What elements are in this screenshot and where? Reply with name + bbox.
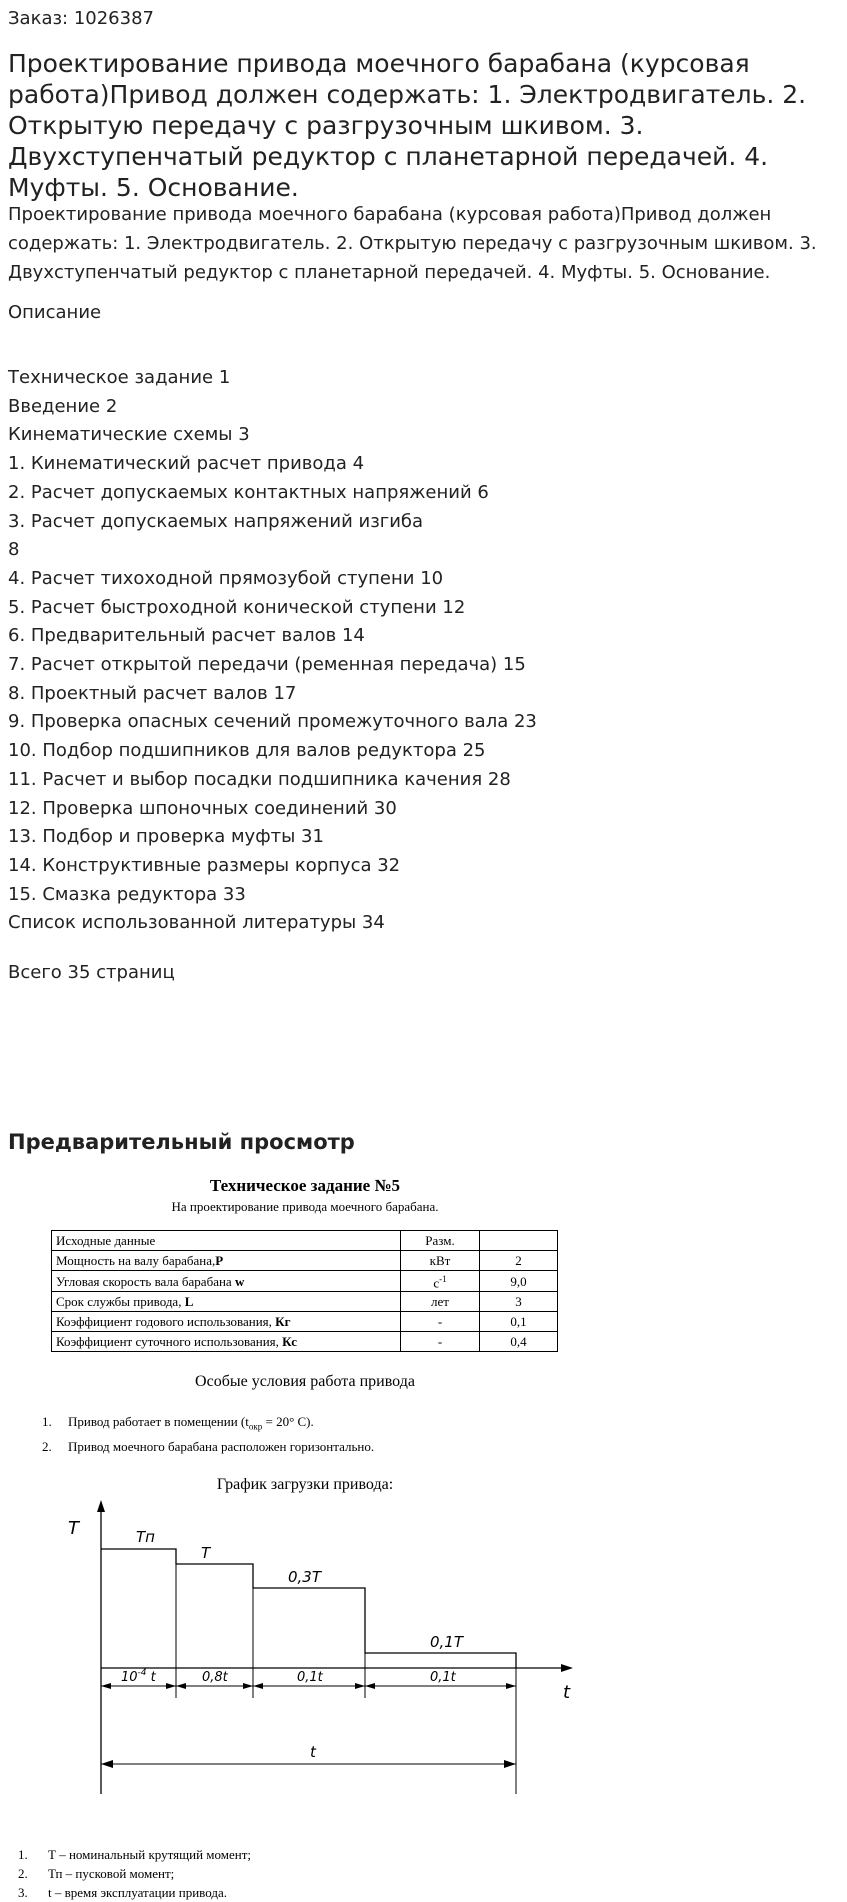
toc-item: 11. Расчет и выбор посадки подшипника качения 28 bbox=[8, 768, 511, 790]
list-text: t – время эксплуатации привода. bbox=[48, 1885, 227, 1900]
list-number: 1. bbox=[42, 1414, 52, 1429]
conditions-heading: Особые условия работа привода bbox=[195, 1373, 415, 1390]
table-row bbox=[52, 1251, 558, 1271]
param-name-cell bbox=[52, 1332, 401, 1352]
order-number: Заказ: 1026387 bbox=[8, 8, 154, 29]
toc-item: Введение 2 bbox=[8, 395, 118, 417]
param-symbol: Кс bbox=[282, 1334, 298, 1350]
doc-subtitle: На проектирование привода моечного барабана. bbox=[171, 1199, 439, 1214]
list-item bbox=[18, 1864, 251, 1883]
toc-item: 5. Расчет быстроходной конической ступени 12 bbox=[8, 596, 466, 618]
param-unit: - bbox=[401, 1332, 480, 1352]
toc-item: Кинематические схемы 3 bbox=[8, 424, 250, 446]
table-row bbox=[52, 1271, 558, 1292]
dimension-arrow-icon bbox=[101, 1760, 113, 1768]
table-row bbox=[52, 1312, 558, 1332]
param-name-cell bbox=[52, 1292, 401, 1312]
total-pages: Всего 35 страниц bbox=[8, 962, 175, 983]
table-row bbox=[52, 1332, 558, 1352]
list-number: 2. bbox=[42, 1438, 52, 1454]
param-symbol: L bbox=[184, 1294, 194, 1310]
y-axis-label: T bbox=[68, 1518, 79, 1539]
list-number: 2. bbox=[18, 1866, 28, 1881]
param-name-cell bbox=[52, 1312, 401, 1332]
duration-label: 0,1t bbox=[297, 1670, 323, 1685]
parameters-table bbox=[51, 1230, 558, 1352]
dimension-arrow-icon bbox=[166, 1683, 176, 1689]
toc-item: 3. Расчет допускаемых напряжений изгиба bbox=[8, 510, 424, 532]
toc-item: 1. Кинематический расчет привода 4 bbox=[8, 453, 365, 475]
dimension-arrow-icon bbox=[504, 1760, 516, 1768]
toc-item: Техническое задание 1 bbox=[8, 367, 231, 388]
load-diagram bbox=[0, 1498, 600, 1843]
list-number: 3. bbox=[18, 1885, 28, 1900]
dimension-arrow-icon bbox=[253, 1683, 263, 1689]
notes-list bbox=[18, 1845, 251, 1902]
table-of-contents bbox=[8, 364, 537, 938]
param-name: Коэффициент годового использования, bbox=[56, 1314, 272, 1330]
param-symbol: w bbox=[234, 1273, 245, 1289]
param-name: Угловая скорость вала барабана bbox=[56, 1273, 232, 1289]
work-summary: Проектирование привода моечного барабана (курсовая работа)Привод должен содержать: 1. Электродвигатель. 2. Открытую передачу с разгрузочным шкивом. 3. Двухступенчатый редуктор с планетарной передачей. 4. Муфты. 5. Основание. bbox=[8, 204, 817, 283]
x-arrow-icon bbox=[561, 1664, 573, 1672]
header-cell: Разм. bbox=[401, 1231, 480, 1251]
dimension-arrow-icon bbox=[365, 1683, 375, 1689]
table-row bbox=[52, 1292, 558, 1312]
level-label: Tп bbox=[136, 1528, 155, 1546]
param-name: Срок службы привода, bbox=[56, 1294, 182, 1310]
x-axis-label: t bbox=[563, 1682, 571, 1703]
level-label: T bbox=[201, 1544, 211, 1562]
toc-item: Список использованной литературы 34 bbox=[8, 912, 385, 934]
list-item bbox=[42, 1437, 374, 1457]
list-text: Т – номинальный крутящий момент; bbox=[48, 1847, 252, 1862]
level-label: 0,1T bbox=[430, 1633, 464, 1651]
total-duration-label: t bbox=[310, 1743, 316, 1761]
toc-item: 8 bbox=[8, 539, 20, 561]
list-text: Тп – пусковой момент; bbox=[48, 1866, 175, 1881]
param-name: Коэффициент суточного использования, bbox=[56, 1334, 279, 1350]
param-value: 0,4 bbox=[480, 1332, 558, 1352]
duration-label: 0,1t bbox=[430, 1670, 456, 1685]
param-value: 3 bbox=[480, 1292, 558, 1312]
dimension-arrow-icon bbox=[176, 1683, 186, 1689]
list-item bbox=[18, 1845, 251, 1864]
conditions-list bbox=[42, 1412, 374, 1457]
list-number: 1. bbox=[18, 1847, 28, 1862]
list-item bbox=[18, 1883, 251, 1902]
param-value: 2 bbox=[480, 1251, 558, 1271]
preview-document bbox=[0, 1168, 847, 1898]
param-unit: лет bbox=[401, 1292, 480, 1312]
dimension-arrow-icon bbox=[355, 1683, 365, 1689]
doc-title: Техническое задание №5 bbox=[209, 1176, 401, 1195]
toc-item: 7. Расчет открытой передачи (ременная передача) 15 bbox=[8, 654, 526, 676]
toc-item: 4. Расчет тихоходной прямозубой ступени 10 bbox=[8, 567, 444, 589]
header-cell bbox=[480, 1231, 558, 1251]
param-name: Мощность на валу барабана, bbox=[56, 1253, 216, 1268]
param-symbol: Р bbox=[215, 1253, 224, 1268]
param-symbol: Кг bbox=[275, 1314, 291, 1330]
toc-item: 2. Расчет допускаемых контактных напряжений 6 bbox=[8, 481, 489, 503]
toc-item: 15. Смазка редуктора 33 bbox=[8, 883, 246, 905]
table-header-row bbox=[52, 1231, 558, 1251]
toc-item: 9. Проверка опасных сечений промежуточного вала 23 bbox=[8, 711, 537, 733]
duration-label: 0,8t bbox=[202, 1670, 228, 1685]
dimension-arrow-icon bbox=[506, 1683, 516, 1689]
toc-item: 10. Подбор подшипников для валов редуктора 25 bbox=[8, 740, 486, 762]
param-unit: - bbox=[401, 1312, 480, 1332]
param-unit: кВт bbox=[401, 1251, 480, 1271]
toc-item: 13. Подбор и проверка муфты 31 bbox=[8, 826, 324, 848]
param-value: 9,0 bbox=[480, 1271, 558, 1292]
duration-label: $10^{-4}$ t bbox=[121, 1668, 156, 1685]
dimension-arrow-icon bbox=[101, 1683, 111, 1689]
toc-item: 14. Конструктивные размеры корпуса 32 bbox=[8, 854, 401, 876]
y-arrow-icon bbox=[97, 1500, 105, 1512]
level-label: 0,3T bbox=[288, 1568, 322, 1586]
chart-heading: График загрузки привода: bbox=[216, 1476, 394, 1493]
param-name-cell bbox=[52, 1271, 401, 1292]
list-item bbox=[42, 1412, 374, 1437]
description-label: Описание bbox=[8, 302, 102, 323]
dimension-arrow-icon bbox=[243, 1683, 253, 1689]
toc-item: 8. Проектный расчет валов 17 bbox=[8, 682, 297, 704]
header-cell: Исходные данные bbox=[52, 1231, 401, 1251]
list-text: Привод работает в помещении ($t_{окр} = 20^\circ$ С). bbox=[68, 1414, 314, 1432]
preview-heading: Предварительный просмотр bbox=[8, 1130, 355, 1154]
param-name-cell bbox=[52, 1251, 401, 1271]
param-unit: $с^{-1}$ bbox=[401, 1271, 480, 1292]
page-title: Проектирование привода моечного барабана (курсовая работа)Привод должен содержать: 1. Электродвигатель. 2. Открытую передачу с разгрузочным шкивом. 3. Двухступенчатый редуктор с планетарной передачей. 4. Муфты. 5. Основание. bbox=[8, 49, 807, 202]
list-text: Привод моечного барабана расположен горизонтально. bbox=[68, 1438, 375, 1454]
param-value: 0,1 bbox=[480, 1312, 558, 1332]
toc-item: 12. Проверка шпоночных соединений 30 bbox=[8, 797, 397, 819]
toc-item: 6. Предварительный расчет валов 14 bbox=[8, 625, 365, 647]
